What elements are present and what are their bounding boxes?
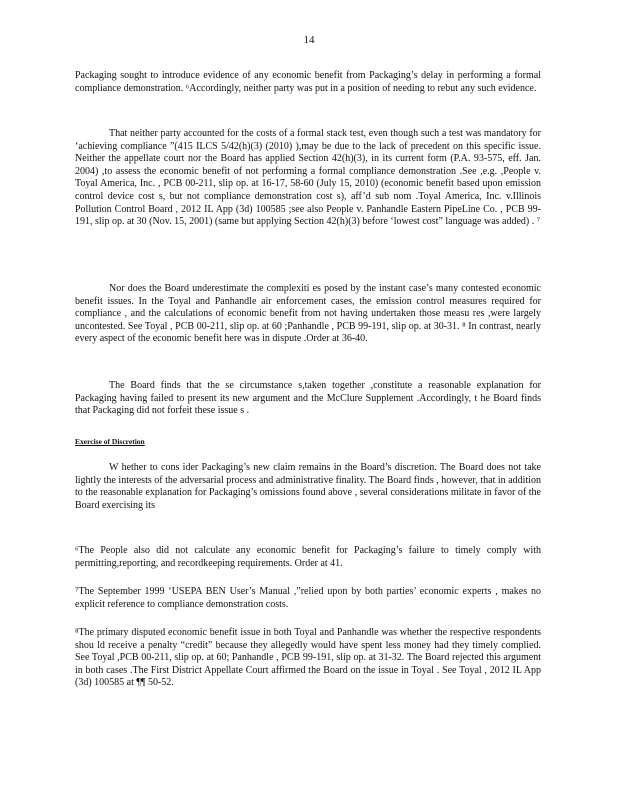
section-heading: Exercise of Discretion <box>75 437 145 446</box>
paragraph-packaging-evidence: Packaging sought to introduce evidence of any economic benefit from Packaging’s delay in performing a formal compliance demonstration. ⁶Accordingly, neither party was put in a position of needing to rebut any such evidence. <box>75 70 541 94</box>
footnote-8: ⁸The primary disputed economic benefit issue in both Toyal and Panhandle was whether the respective respondents shou ld receive a penalty “credit” because they allegedly would have spent less money had they timely complied. See Toyal ,PCB 00-211, slip op. at 60; Panhandle , PCB 99-191, slip op. at 31-32. The Board rejected this argument in both cases .The First District Appellate Court affirmed the Board on the issue in Toyal . See Toyal , 2012 IL App (3d) 100585 at ¶¶ 50-52. <box>75 627 541 689</box>
footnote-7: ⁷The September 1999 ‘USEPA BEN User’s Manual ,”relied upon by both parties’ economic experts , makes no explicit reference to compliance demonstration costs. <box>75 586 541 610</box>
paragraph-complexities: Nor does the Board underestimate the complexiti es posed by the instant case’s many contested economic benefit issues. In the Toyal and Panhandle air enforcement cases, the emission control measures required for compliance , and the calculations of economic benefit from not having undertaken those measu res ,were largely uncontested. See Toyal , PCB 00-211, slip op. at 60 ;Panhandle , PCB 99-191, slip op. at 30-31. ⁸ In contrast, nearly every aspect of the economic benefit here was in dispute .Order at 36-40. <box>75 283 541 345</box>
paragraph-board-finds: The Board finds that the se circumstance s,taken together ,constitute a reasonable explanation for Packaging having failed to present its new argument and the McClure Supplement .Accordingly, t he Board finds that Packaging did not forfeit these issue s . <box>75 380 541 417</box>
paragraph-discretion: W hether to cons ider Packaging’s new claim remains in the Board’s discretion. The Board does not take lightly the interests of the adversarial process and administrative finality. The Board finds , however, that in addition to the reasonable explanation for Packaging’s omissions found above , several considerations militate in favor of the Board exercising its <box>75 462 541 511</box>
paragraph-stack-test: That neither party accounted for the costs of a formal stack test, even though such a test was mandatory for ‘achieving compliance ”(415 ILCS 5/42(h)(3) (2010) ),may be due to the lack of precedent on this specific issue. Neither the appellate court nor the Board has applied Section 42(h)(3), in its current form (P.A. 93-575, eff. Jan. 2004) ,to assess the economic benefit of not performing a formal compliance demonstration .See ,e.g. ,People v. Toyal America, Inc. , PCB 00-211, slip op. at 16-17, 58-60 (July 15, 2010) (economic benefit based upon emission control device cost s, but not compliance demonstration cost s), aff’d sub nom .Toyal America, Inc. v.Illinois Pollution Control Board , 2012 IL App (3d) 100585 ;see also People v. Panhandle Eastern PipeLine Co. , PCB 99-191, slip op. at 30 (Nov. 15, 2001) (same but applying Section 42(h)(3) before ‘lowest cost” language was added) . ⁷ <box>75 128 541 228</box>
page-number: 14 <box>303 34 315 46</box>
footnote-6: ⁶The People also did not calculate any economic benefit for Packaging’s failure to timely comply with permitting,reporting, and recordkeeping requirements. Order at 41. <box>75 545 541 569</box>
